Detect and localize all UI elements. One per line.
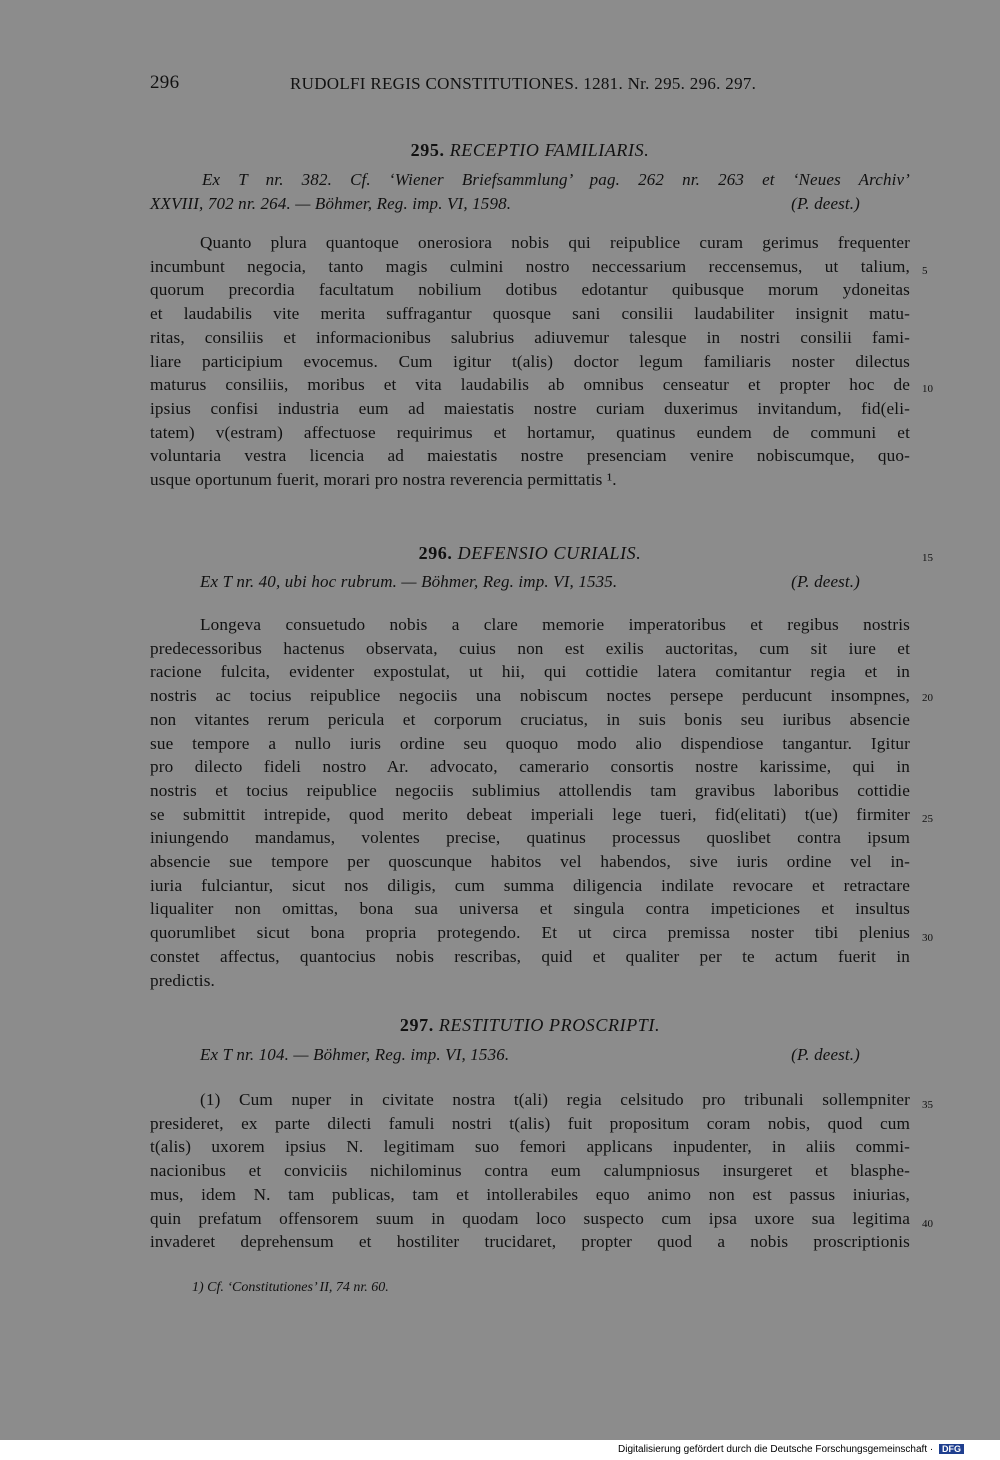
text-line: et laudabilis vite merita suffragantur quosque sani consilii laudabiliter insignit matu- [150, 304, 910, 324]
line-number: 5 [922, 265, 928, 277]
doc-295-number: 295. [410, 140, 445, 160]
text-line: quorumlibet sicut bona propria protegendo. Et ut circa premissa noster tibi plenius [150, 923, 910, 943]
text-line: absencie sue tempore per quoscunque habitos vel habendos, sive iuris ordine vel in- [150, 852, 910, 872]
text-line: nacionibus et conviciis nichilominus contra eum calumpniosus insurgeret et blasphe- [150, 1161, 910, 1181]
text-line: Longeva consuetudo nobis a clare memorie imperatoribus et regibus nostris [200, 615, 910, 634]
doc-295-title [150, 140, 910, 161]
text-line: usque oportunum fuerit, morari pro nostra reverencia permittatis ¹. [150, 470, 617, 490]
doc-295-source [150, 170, 910, 218]
text-line: tatem) v(estram) affectuose requirimus et hortamur, quatinus eundem de communi et [150, 422, 910, 442]
text-line: (1) Cum nuper in civitate nostra t(ali) regia celsitudo pro tribunali sollempniter [200, 1090, 910, 1109]
doc-295-deest: (P. deest.) [791, 194, 860, 213]
text-line: liqualiter non omittas, bona sua universa et singula contra impeticiones et insultus [150, 899, 910, 919]
text-line: sue tempore a nullo iuris ordine seu quoquo modo alio dispendiose tangantur. Igitur [150, 733, 910, 753]
text-line: predecessoribus hactenus observata, cuius non est exilis auctoritas, cum sit iure et [150, 638, 910, 658]
doc-295-source-line-2 [150, 194, 910, 218]
dfg-logo: DFG [939, 1444, 964, 1454]
doc-297-body [150, 1088, 910, 1254]
doc-296-source-left: Ex T nr. 40, ubi hoc rubrum. — Böhmer, Reg. imp. VI, 1535. [200, 572, 618, 591]
footnote: 1) Cf. ‘Constitutiones’ II, 74 nr. 60. [192, 1280, 389, 1295]
text-line: presideret, ex parte dilecti famuli nostri t(alis) fuit propositum coram nobis, quod cum [150, 1113, 910, 1133]
text-line: t(alis) uxorem ipsius N. legitimam suo femori applicans inpudenter, in aliis commi- [150, 1137, 910, 1157]
doc-296-title [150, 543, 910, 564]
doc-295-source-line-1: Ex T nr. 382. Cf. ‘Wiener Briefsammlung’ pag. 262 nr. 263 et ‘Neues Archiv’ [202, 170, 910, 189]
text-line: Quanto plura quantoque onerosiora nobis qui reipublice curam gerimus frequenter [200, 233, 910, 252]
text-line: pro dilecto fideli nostro Ar. advocato, camerario consortis nostre karissime, qui in [150, 757, 910, 777]
doc-295-body [150, 231, 910, 492]
doc-296-source-line [150, 572, 910, 596]
text-line: racione fulcita, evidenter expostulat, ut hii, qui cottidie latera comitantur regia et in [150, 662, 910, 682]
doc-297-source-line [150, 1045, 910, 1069]
line-number: 30 [922, 932, 933, 944]
text-line: voluntaria vestra licencia ad maiestatis nostre presenciam venire nobiscumque, quo- [150, 446, 910, 466]
doc-295-heading: RECEPTIO FAMILIARIS. [449, 140, 650, 160]
doc-296-heading: DEFENSIO CURIALIS. [457, 543, 642, 563]
doc-297-heading: RESTITUTIO PROSCRIPTI. [438, 1015, 661, 1035]
text-line: nostris et tocius reipublice negociis sublimius attollendis tam gravibus laboribus cottidie [150, 780, 910, 800]
text-line: incumbunt negocia, tanto magis culmini nostro neccessarium reccensemus, ut talium, [150, 256, 910, 276]
line-number: 15 [922, 552, 933, 564]
page-number: 296 [150, 72, 180, 93]
line-number: 35 [922, 1099, 933, 1111]
credit-text: Digitalisierung gefördert durch die Deutsche Forschungsgemeinschaft · [618, 1444, 934, 1455]
running-title: RUDOLFI REGIS CONSTITUTIONES. 1281. Nr. 295. 296. 297. [290, 74, 757, 93]
doc-297-source-left: Ex T nr. 104. — Böhmer, Reg. imp. VI, 1536. [200, 1045, 510, 1064]
dfg-credit [618, 1444, 964, 1455]
line-number: 40 [922, 1218, 933, 1230]
text-line: ritas, consiliis et informacionibus salubrius adiuvemur talesque in nostri consilii fami- [150, 327, 910, 347]
line-number: 20 [922, 692, 933, 704]
text-line: se submittit intrepide, quod merito debeat imperiali lege tueri, fid(elitati) t(ue) firmiter [150, 804, 910, 824]
text-line: invaderet deprehensum et hostiliter trucidaret, propter quod a nobis proscriptionis [150, 1232, 910, 1252]
line-number: 10 [922, 383, 933, 395]
doc-296-number: 296. [418, 543, 453, 563]
text-line: iuria fulciantur, sicut nos diligis, cum summa diligencia indilate revocare et retractare [150, 875, 910, 895]
doc-296-deest: (P. deest.) [791, 572, 860, 591]
text-line: maturus consiliis, moribus et vita laudabilis ab omnibus censeatur et propter hoc de [150, 375, 910, 395]
doc-297-deest: (P. deest.) [791, 1045, 860, 1064]
text-line: constet affectus, quantocius nobis rescribas, quid et qualiter per te actum fuerit in [150, 946, 910, 966]
doc-297-source [150, 1045, 910, 1069]
text-line: iniungendo mandamus, volentes precise, quatinus processus quoslibet contra ipsum [150, 828, 910, 848]
text-line: predictis. [150, 970, 215, 990]
text-line: ipsius confisi industria eum ad maiestatis nostre curiam duxerimus invitandum, fid(eli- [150, 398, 910, 418]
doc-296-body [150, 613, 910, 992]
text-line: quorum precordia facultatum nobilium dotibus edotantur quibusque morum ydoneitas [150, 280, 910, 300]
line-number: 25 [922, 813, 933, 825]
doc-297-title [150, 1015, 910, 1036]
doc-297-number: 297. [399, 1015, 434, 1035]
text-line: mus, idem N. tam publicas, tam et intollerabiles equo animo non est passus iniurias, [150, 1184, 910, 1204]
text-line: nostris ac tocius reipublice negociis una nobiscum noctes persepe perducunt insompnes, [150, 686, 910, 706]
text-line: liare participium evocemus. Cum igitur t(alis) doctor legum familiaris noster dilectus [150, 351, 910, 371]
text-line: quin prefatum offensorem suum in quodam loco suspecto cum ipsa uxore sua legitima [150, 1208, 910, 1228]
text-line: non vitantes rerum pericula et corporum cruciatus, in suis bonis seu iuribus absencie [150, 709, 910, 729]
doc-296-source [150, 572, 910, 596]
doc-295-source-left: XXVIII, 702 nr. 264. — Böhmer, Reg. imp. VI, 1598. [150, 194, 512, 213]
